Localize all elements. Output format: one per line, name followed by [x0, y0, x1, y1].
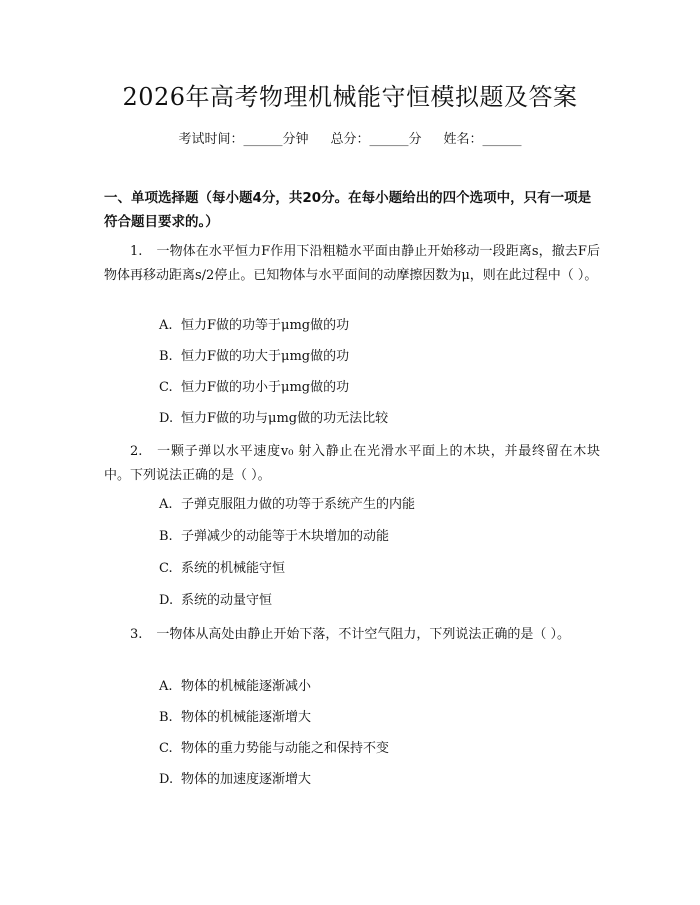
option-letter: A.	[159, 679, 173, 694]
option-letter: A.	[159, 318, 173, 333]
question-3-stem	[104, 623, 600, 647]
option-letter: D.	[159, 411, 174, 426]
question-1-stem	[104, 240, 600, 288]
option-text: 系统的机械能守恒	[181, 561, 286, 576]
question-1-option-a	[159, 316, 349, 336]
score-unit: 分	[408, 132, 422, 147]
question-2-number: 2.	[130, 444, 143, 459]
question-1-option-d	[159, 409, 388, 429]
question-3-number: 3.	[130, 627, 143, 642]
option-letter: B.	[159, 349, 173, 364]
option-letter: B.	[159, 529, 173, 544]
question-2-text: 一颗子弹以水平速度v₀ 射入静止在光滑水平面上的木块，并最终留在木块中。下列说法正确的是（ ）。	[104, 444, 600, 483]
option-letter: C.	[159, 380, 173, 395]
question-1-option-c	[159, 378, 349, 398]
option-letter: D.	[159, 593, 174, 608]
question-2-option-d	[159, 591, 272, 611]
score-blank: ______	[369, 132, 409, 147]
page-title: 2026年高考物理机械能守恒模拟题及答案	[122, 83, 578, 111]
question-1-option-b	[159, 347, 349, 367]
option-text: 子弹克服阻力做的功等于系统产生的内能	[181, 497, 416, 512]
name-label: 姓名：	[443, 132, 483, 147]
question-3-option-b	[159, 708, 311, 728]
name-blank: ______	[482, 132, 522, 147]
question-3-option-d	[159, 770, 311, 790]
option-text: 物体的机械能逐渐增大	[181, 710, 312, 725]
option-letter: C.	[159, 741, 173, 756]
question-2-option-b	[159, 527, 389, 547]
option-text: 恒力F做的功等于μmg做的功	[181, 318, 350, 333]
exam-meta	[0, 130, 700, 150]
question-2-option-a	[159, 495, 415, 515]
time-unit: 分钟	[282, 132, 309, 147]
option-letter: B.	[159, 710, 173, 725]
option-letter: A.	[159, 497, 173, 512]
question-2-option-c	[159, 559, 285, 579]
question-1-number: 1.	[130, 244, 143, 259]
question-3-option-a	[159, 677, 311, 697]
score-label: 总分：	[330, 132, 370, 147]
time-blank: ______	[243, 132, 283, 147]
section-heading: 一、单项选择题（每小题4分，共20分。在每小题给出的四个选项中，只有一项是符合题目要求的。）	[104, 190, 592, 230]
option-text: 物体的重力势能与动能之和保持不变	[181, 741, 390, 756]
option-text: 恒力F做的功与μmg做的功无法比较	[181, 411, 389, 426]
option-letter: C.	[159, 561, 173, 576]
option-letter: D.	[159, 772, 174, 787]
question-3-text: 一物体从高处由静止开始下落，不计空气阻力，下列说法正确的是（ ）。	[156, 627, 571, 642]
question-2-stem	[104, 440, 600, 488]
option-text: 子弹减少的动能等于木块增加的动能	[181, 529, 390, 544]
time-label: 考试时间：	[178, 132, 244, 147]
question-3-option-c	[159, 739, 389, 759]
option-text: 恒力F做的功大于μmg做的功	[181, 349, 350, 364]
option-text: 物体的机械能逐渐减小	[181, 679, 312, 694]
option-text: 系统的动量守恒	[181, 593, 273, 608]
question-1-text: 一物体在水平恒力F作用下沿粗糙水平面由静止开始移动一段距离s，撤去F后物体再移动距离s/2停止。已知物体与水平面间的动摩擦因数为μ，则在此过程中（ ）。	[104, 244, 600, 283]
option-text: 恒力F做的功小于μmg做的功	[181, 380, 350, 395]
option-text: 物体的加速度逐渐增大	[181, 772, 312, 787]
